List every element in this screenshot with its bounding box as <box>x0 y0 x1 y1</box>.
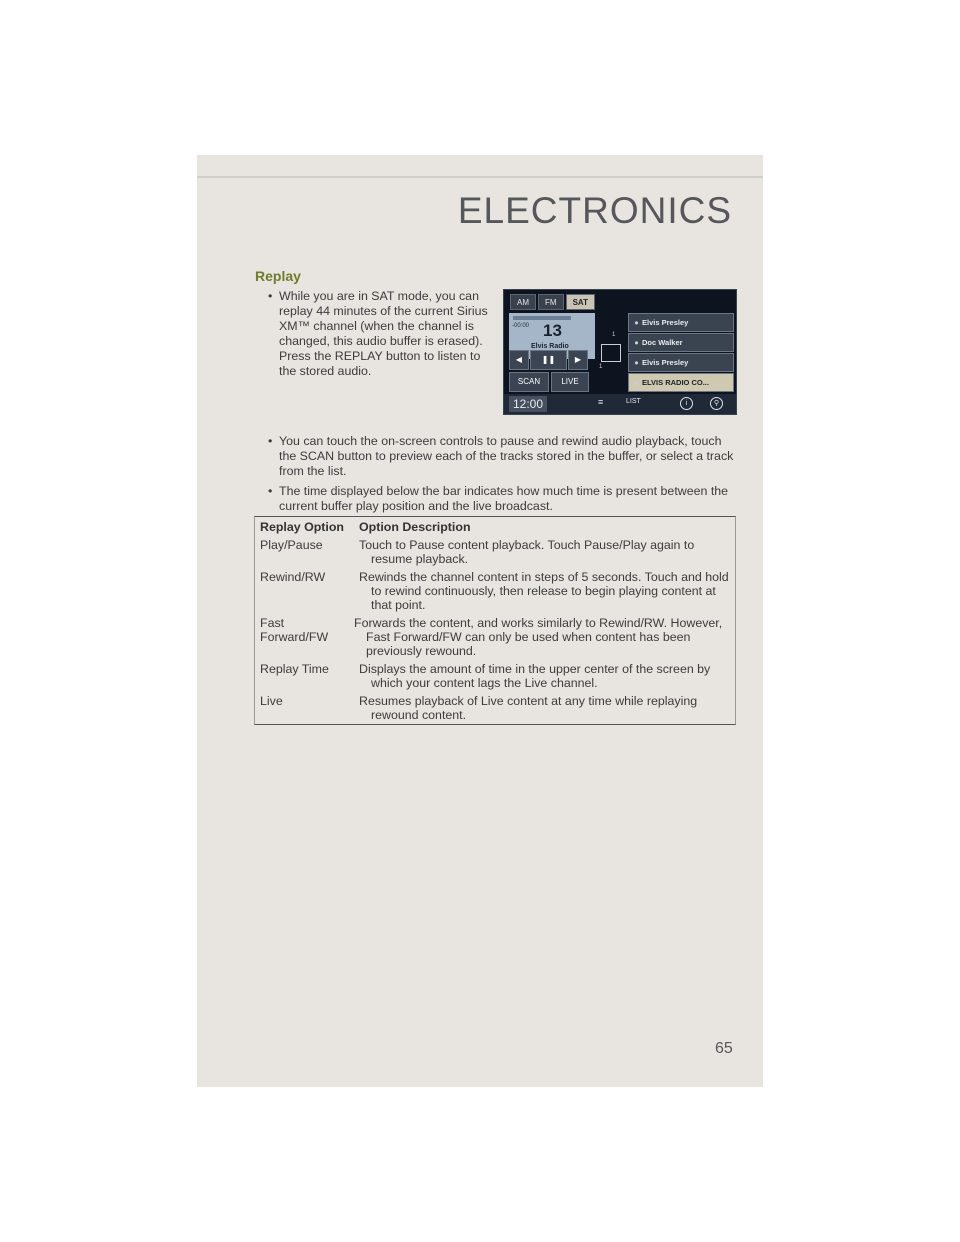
bullet-item <box>268 434 738 479</box>
search-icon: ⚲ <box>710 397 723 410</box>
user-icon: ● <box>634 318 639 327</box>
header-rule <box>197 176 763 178</box>
table-header-row <box>255 517 735 536</box>
tab-fm: FM <box>538 294 564 310</box>
section-title: ELECTRONICS <box>457 190 732 231</box>
bullet-dot: • <box>268 434 273 448</box>
bullet-text: While you are in SAT mode, you can replay 44 minutes of the current Sirius XM™ channel (when the channel is changed, this audio buffer is erased). Press the REPLAY button to listen to the stored audio. <box>279 289 488 378</box>
clock: 12:00 <box>509 396 547 412</box>
table-row <box>255 614 735 660</box>
option-name: Rewind/RW <box>260 570 326 584</box>
pause-button: ❚❚ <box>530 350 567 370</box>
channel-number: 13 <box>543 321 562 340</box>
table-row <box>255 692 735 724</box>
scan-button: SCAN <box>509 372 549 392</box>
track-name: Elvis Presley <box>642 358 689 367</box>
option-description: Displays the amount of time in the upper center of the screen by which your content lags the Live channel. <box>359 662 711 690</box>
channel-name: Elvis Radio <box>531 343 569 350</box>
buffer-count-bottom: 1 <box>599 364 603 370</box>
track-name: Doc Walker <box>642 338 683 347</box>
user-icon: ● <box>634 338 639 347</box>
tab-am: AM <box>510 294 536 310</box>
radio-screen-image <box>503 289 737 415</box>
track-item-selected <box>628 373 734 392</box>
replay-options-table <box>254 516 736 725</box>
buffer-indicator <box>598 314 624 384</box>
table-row <box>255 536 735 568</box>
replay-progress-bar <box>513 316 571 320</box>
page-number: 65 <box>715 1040 733 1057</box>
option-description: Resumes playback of Live content at any time while replaying rewound content. <box>359 694 698 722</box>
list-icon: ≡ <box>598 397 604 407</box>
option-description: Touch to Pause content playback. Touch Pause/Play again to resume playback. <box>359 538 695 566</box>
option-name: Fast Forward/FW <box>260 616 329 644</box>
option-name: Replay Time <box>260 662 329 676</box>
user-icon: ● <box>634 378 639 387</box>
buffer-count-top: 1 <box>612 332 616 338</box>
band-tabs <box>510 294 595 310</box>
track-item <box>628 353 734 372</box>
option-description: Forwards the content, and works similarly to Rewind/RW. However, Fast Forward/FW can only be used when content has been previously rewound. <box>354 616 723 658</box>
track-name: Elvis Presley <box>642 318 689 327</box>
option-description: Rewinds the channel content in steps of 5 seconds. Touch and hold to rewind continuously, then release to begin playing content at that point. <box>359 570 729 612</box>
table-row <box>255 660 735 692</box>
replay-heading: Replay <box>255 268 301 284</box>
header-option-description: Option Description <box>359 520 471 534</box>
bullet-dot: • <box>268 289 273 303</box>
bullet-item <box>268 484 738 514</box>
bullet-dot: • <box>268 484 273 498</box>
option-name: Play/Pause <box>260 538 323 552</box>
track-item <box>628 333 734 352</box>
list-button: LIST <box>626 398 641 405</box>
track-item <box>628 313 734 332</box>
track-name: ELVIS RADIO CO... <box>642 378 709 387</box>
live-button: LIVE <box>551 372 589 392</box>
bullet-item <box>268 289 494 379</box>
buffer-icon <box>601 344 621 362</box>
user-icon: ● <box>634 358 639 367</box>
info-icon: i <box>680 397 693 410</box>
forward-button: ▶ <box>568 350 588 370</box>
bullet-text: The time displayed below the bar indicates how much time is present between the current buffer play position and the live broadcast. <box>279 484 729 513</box>
replay-time: -00:00 <box>512 323 530 329</box>
radio-bottom-bar <box>504 394 736 414</box>
bullet-text: You can touch the on-screen controls to pause and rewind audio playback, touch the SCAN button to preview each of the tracks stored in the buffer, or select a track from the list. <box>279 434 734 478</box>
header-replay-option: Replay Option <box>260 520 344 534</box>
option-name: Live <box>260 694 283 708</box>
rewind-button: ◀ <box>509 350 529 370</box>
table-row <box>255 568 735 614</box>
tab-sat: SAT <box>566 294 595 310</box>
